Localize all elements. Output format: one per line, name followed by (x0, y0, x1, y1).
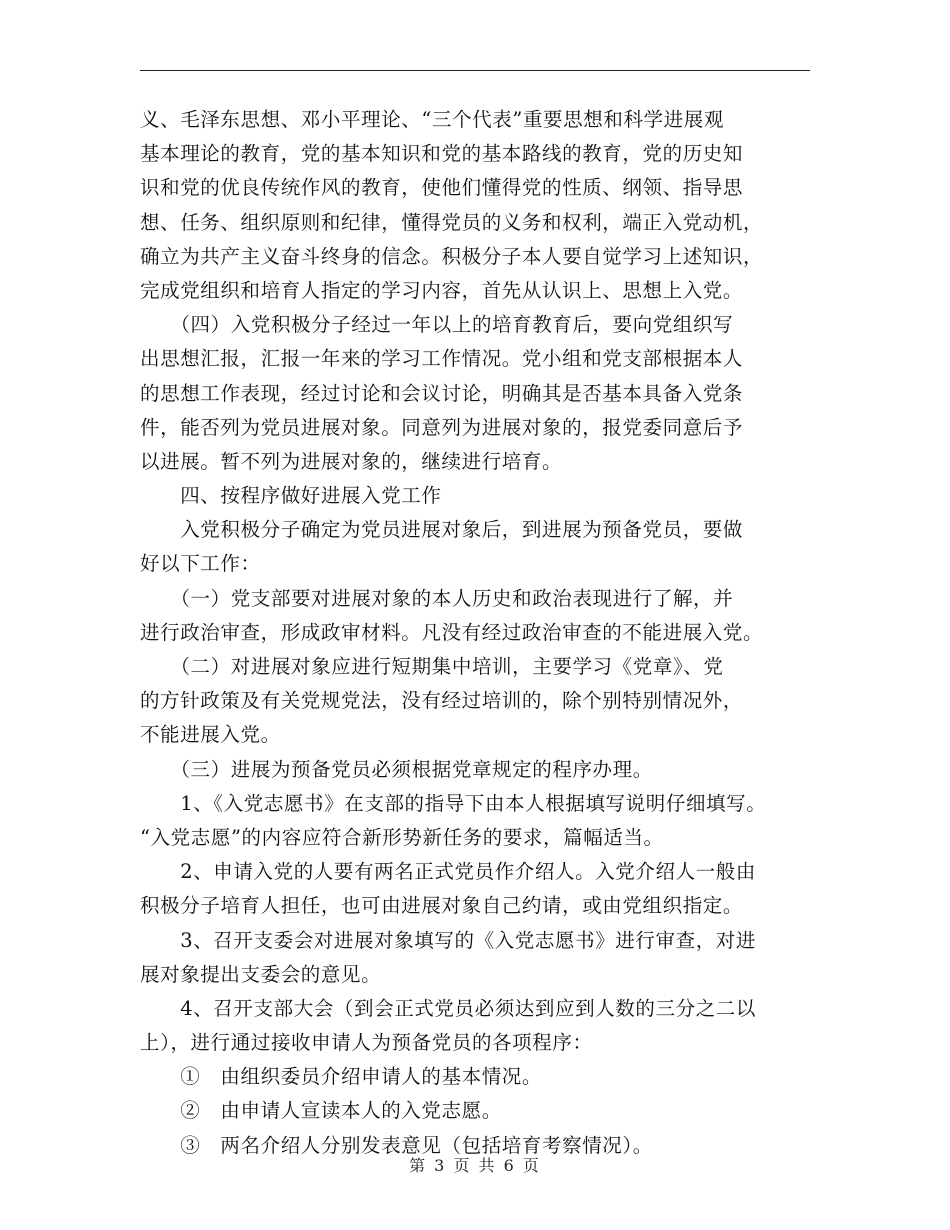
document-body (140, 103, 840, 1163)
text-line: （三）进展为预备党员必须根据党章规定的程序办理。 (140, 757, 653, 781)
text-line: 入党积极分子确定为党员进展对象后，到进展为预备党员，要做 (140, 518, 744, 542)
text-line: （一）党支部要对进展对象的本人历史和政治表现进行了解，并 (140, 586, 734, 610)
header-rule (140, 70, 810, 71)
text-line: 2、申请入党的人要有两名正式党员作介绍人。入党介绍人一般由 (140, 860, 757, 884)
text-line: ② 由申请人宣读本人的入党志愿。 (140, 1099, 502, 1123)
text-line: 四、按程序做好进展入党工作 (140, 484, 442, 508)
text-line: 1、《入党志愿书》在支部的指导下由本人根据填写说明仔细填写。 (140, 791, 767, 815)
text-line: 件，能否列为党员进展对象。同意列为进展对象的，报党委同意后予 (140, 415, 744, 439)
text-line: 识和党的优良传统作风的教育，使他们懂得党的性质、纲领、指导思 (140, 176, 744, 200)
text-line: 的思想工作表现，经过讨论和会议讨论，明确其是否基本具备入党条 (140, 381, 744, 405)
text-line: 完成党组织和培育人指定的学习内容，首先从认识上、思想上入党。 (140, 278, 744, 302)
text-line: 基本理论的教育，党的基本知识和党的基本路线的教育，党的历史知 (140, 142, 744, 166)
text-line: 义、毛泽东思想、邓小平理论、“三个代表”重要思想和科学进展观 (140, 108, 724, 131)
text-line: ③ 两名介绍人分别发表意见（包括培育考察情况）。 (140, 1133, 653, 1157)
page-footer: 第 3 页 共 6 页 (409, 1156, 541, 1175)
text-line: 进行政治审查，形成政审材料。凡没有经过政治审查的不能进展入党。 (140, 620, 764, 644)
text-line: 上），进行通过接收申请人为预备党员的各项程序： (140, 1031, 593, 1055)
text-line: 确立为共产主义奋斗终身的信念。积极分子本人要自觉学习上述知识， (140, 244, 764, 268)
text-line: 的方针政策及有关党规党法，没有经过培训的，除个别特别情况外， (140, 689, 744, 713)
text-line: 展对象提出支委会的意见。 (140, 962, 382, 986)
text-line: （四）入党积极分子经过一年以上的培育教育后，要向党组织写 (140, 313, 734, 337)
text-line: ① 由组织委员介绍申请人的基本情况。 (140, 1065, 543, 1089)
text-line: （二）对进展对象应进行短期集中培训，主要学习《党章》、党 (140, 655, 724, 678)
text-line: 好以下工作： (140, 552, 261, 576)
text-line: 以进展。暂不列为进展对象的，继续进行培育。 (140, 449, 563, 473)
text-line: 3、召开支委会对进展对象填写的《入党志愿书》进行审查，对进 (140, 928, 757, 952)
text-line: 积极分子培育人担任，也可由进展对象自己约请，或由党组织指定。 (140, 894, 744, 918)
text-line: 4、召开支部大会（到会正式党员必须达到应到人数的三分之二以 (140, 996, 757, 1020)
text-line: 不能进展入党。 (140, 723, 281, 747)
text-line: “入党志愿”的内容应符合新形势新任务的要求，篇幅适当。 (140, 825, 664, 849)
text-line: 想、任务、组织原则和纪律，懂得党员的义务和权利，端正入党动机， (140, 210, 764, 234)
text-line: 出思想汇报，汇报一年来的学习工作情况。党小组和党支部根据本人 (140, 347, 744, 371)
